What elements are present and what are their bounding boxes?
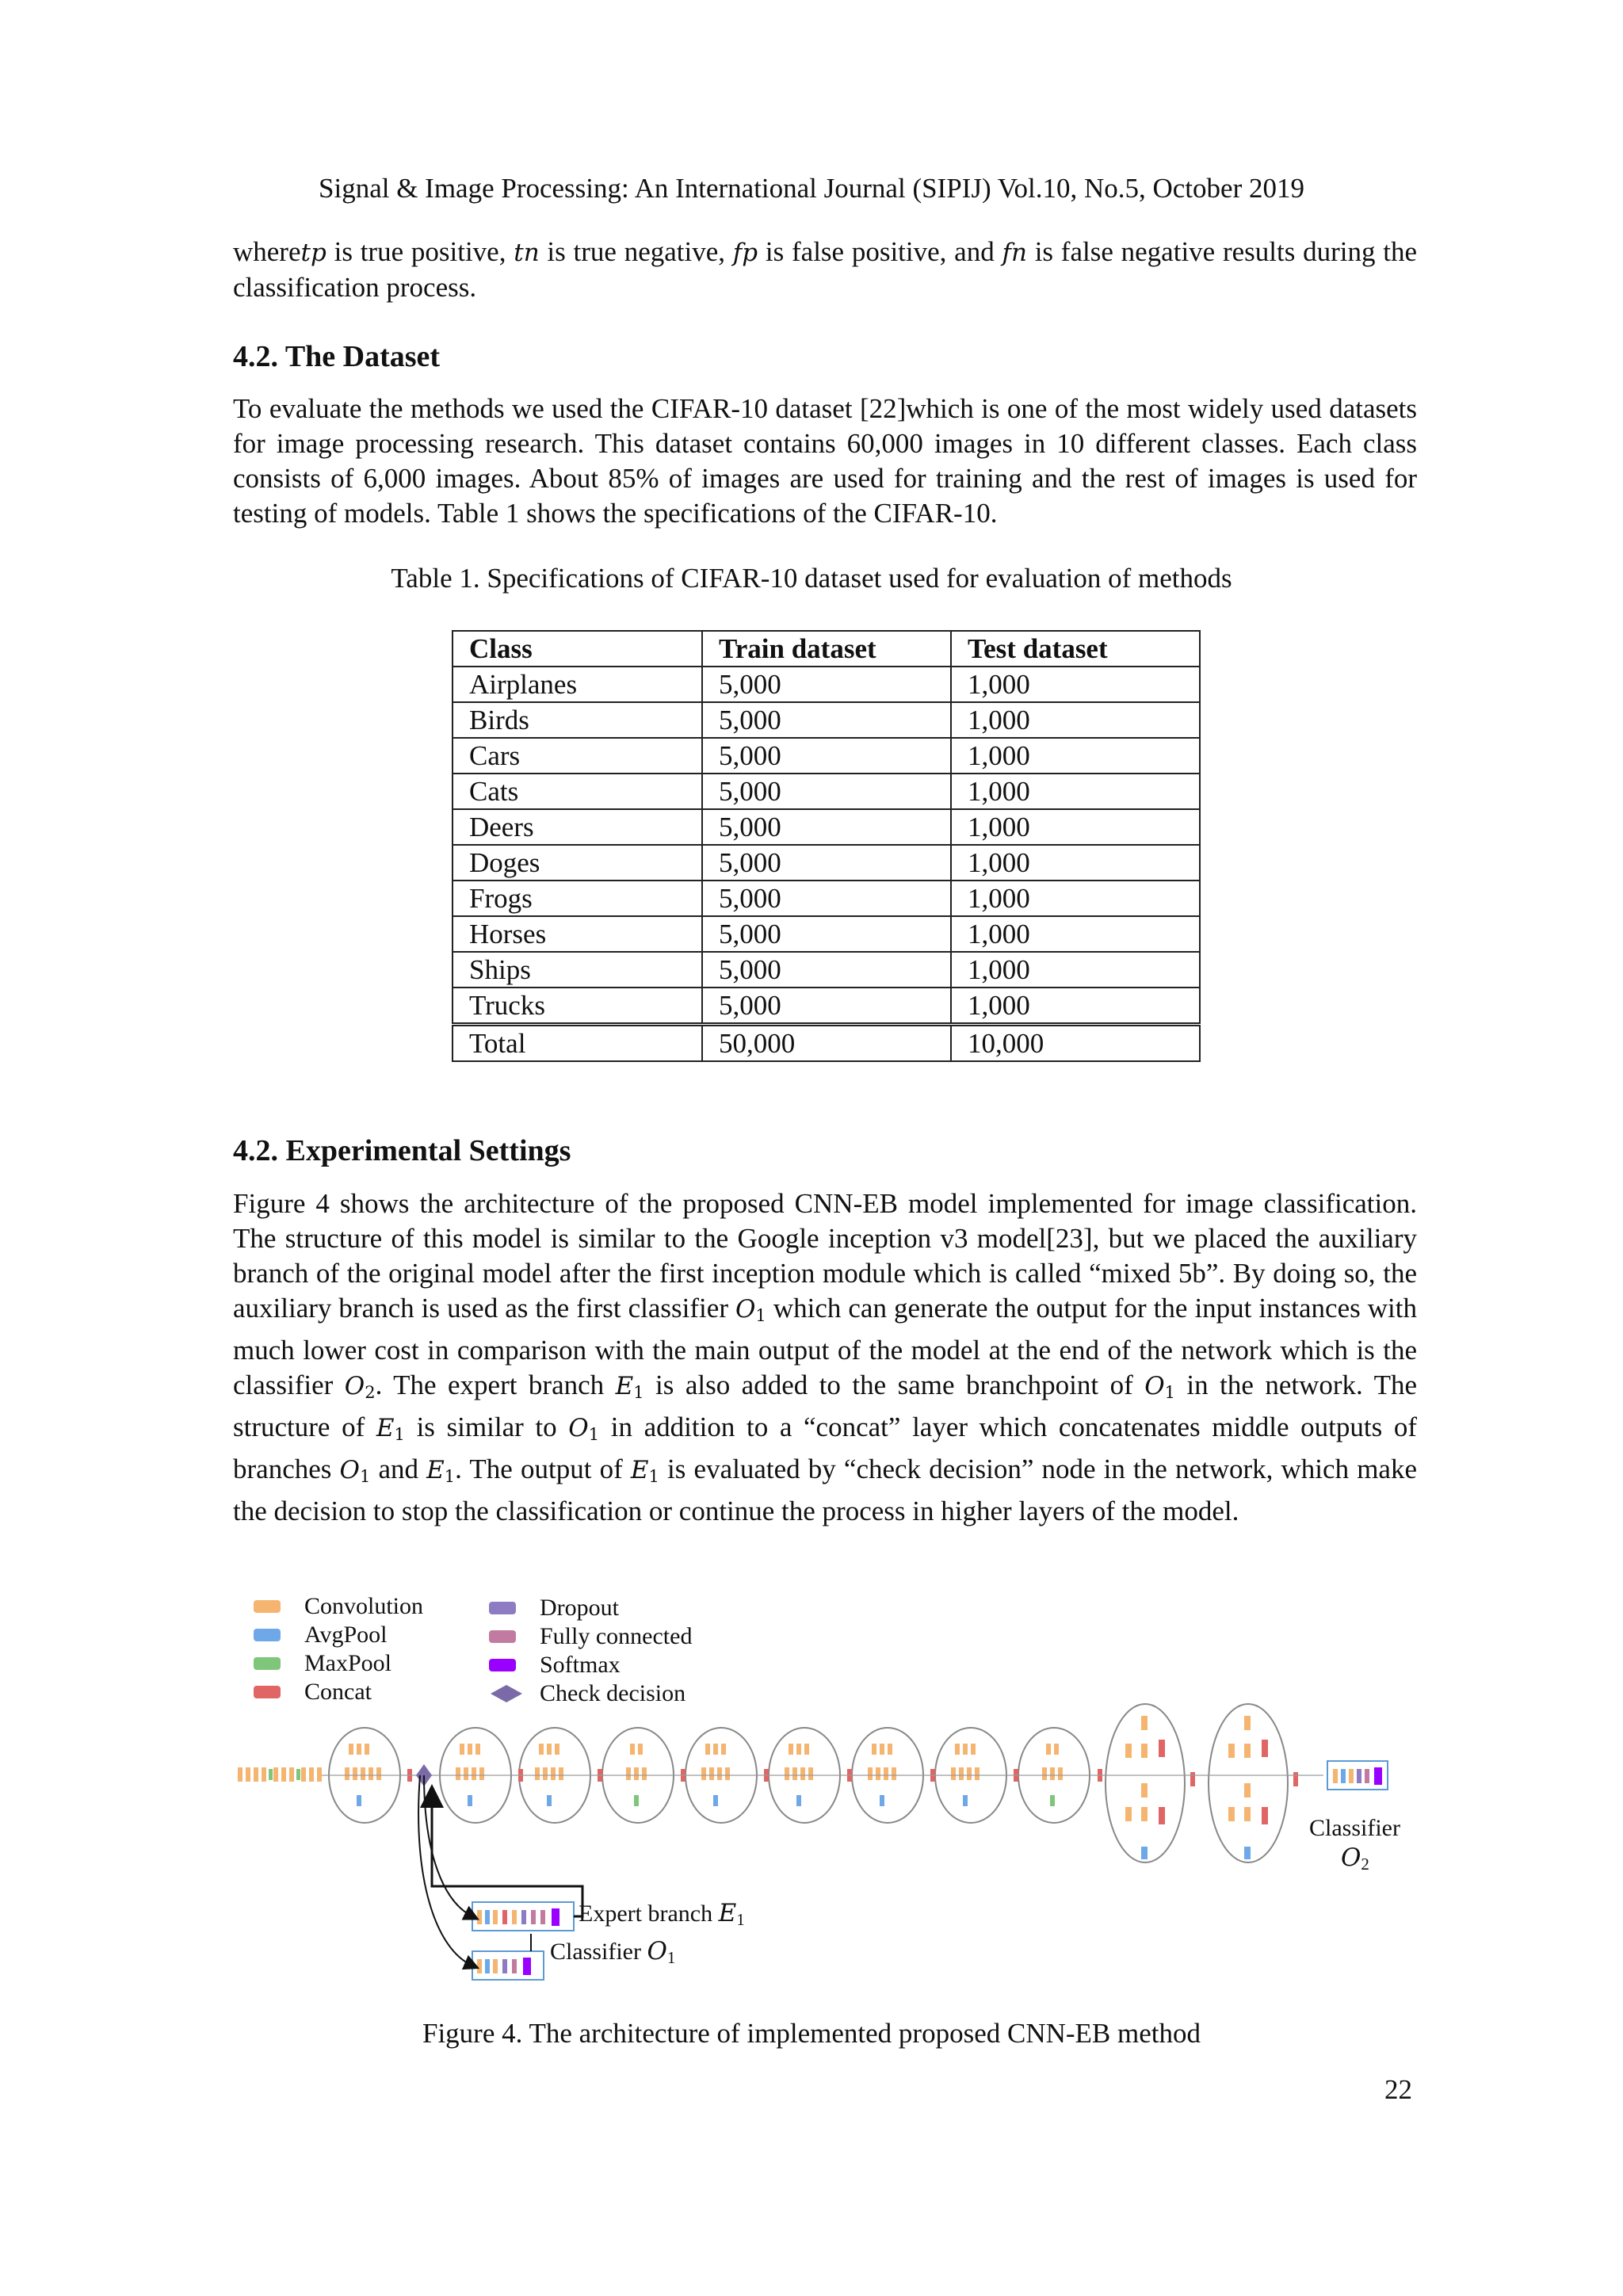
legend-avgpool: AvgPool: [254, 1622, 387, 1648]
math-O1: $O_1$: [1144, 1372, 1175, 1402]
table-row: [453, 667, 1200, 702]
math-O1: $O_1$: [339, 1456, 371, 1486]
cell: 1,000: [951, 881, 1200, 916]
section-heading-dataset: 4.2. The Dataset: [233, 340, 441, 373]
cell: 1,000: [951, 988, 1200, 1025]
fully-connected-swatch-icon: [489, 1630, 516, 1643]
cell: 5,000: [702, 702, 951, 738]
cell: Trucks: [453, 988, 702, 1025]
math-E1: $E_1$: [630, 1456, 659, 1486]
exp-text-1: Figure 4 shows the architecture of the proposed CNN-EB model implemented for image classification. The structure of this model is similar to the Google inception v3 model[23], but we placed the auxiliary branch of the original model after the first inception module which is called “mixed 5b”. By doing so, the auxiliary branch is used as the first classifier: [233, 1188, 1417, 1324]
math-O2: $O_2$: [344, 1372, 376, 1402]
math-E1: $E_1$: [426, 1456, 456, 1486]
math-O1: $O_1$: [735, 1295, 766, 1325]
exp-text-9: . The output of: [455, 1454, 631, 1484]
intro-text-2: is true negative,: [539, 236, 733, 267]
table-row: [453, 809, 1200, 845]
math-tn: tn: [514, 239, 540, 267]
table-row: [453, 774, 1200, 809]
avgpool-swatch-icon: [254, 1629, 281, 1641]
cell: 5,000: [702, 881, 951, 916]
math-fp: fp: [732, 239, 758, 267]
cell: 5,000: [702, 845, 951, 881]
table-row: [453, 881, 1200, 916]
math-E1: $E_1$: [615, 1372, 644, 1402]
cell: Cars: [453, 738, 702, 774]
cell: 1,000: [951, 738, 1200, 774]
cell: 50,000: [702, 1025, 951, 1062]
table-row: [453, 738, 1200, 774]
figure-4: [230, 1585, 1419, 1981]
table-row: [453, 988, 1200, 1025]
table-row: [453, 952, 1200, 988]
cell: 5,000: [702, 667, 951, 702]
label-o2: $O_2$: [1341, 1843, 1369, 1874]
cell: 10,000: [951, 1025, 1200, 1062]
cell: 1,000: [951, 774, 1200, 809]
table-row: [453, 702, 1200, 738]
dataset-text: To evaluate the methods we used the CIFAR-10 dataset [22]which is one of the most widely used datasets for image processing research. This dataset contains 60,000 images in 10 different classes. Each class consists of 6,000 images. About 85% of images are used for training and the rest of images is used for testing of models. Table 1 shows the specifications of the CIFAR-10.: [233, 393, 1417, 529]
legend-softmax: Softmax: [489, 1652, 621, 1679]
cell: Doges: [453, 845, 702, 881]
header-class: Class: [453, 631, 702, 667]
math-E1: $E_1$: [376, 1414, 405, 1444]
stem-convolutions: [238, 1767, 322, 1782]
legend-convolution: Convolution: [254, 1593, 423, 1620]
exp-text-10: is evaluated by “check decision” node in the network, which make the decision to stop the classification or continue the process in higher layers of the model.: [233, 1454, 1418, 1526]
running-header: Signal & Image Processing: An International Journal (SIPIJ) Vol.10, No.5, October 2019: [319, 173, 1304, 204]
table-caption: Table 1. Specifications of CIFAR-10 dataset used for evaluation of methods: [391, 563, 1232, 594]
legend-maxpool: MaxPool: [254, 1650, 391, 1677]
header-train: Train dataset: [702, 631, 951, 667]
table-total-row: [453, 1025, 1200, 1062]
experimental-paragraph: [233, 1186, 1417, 1529]
legend-dropout: Dropout: [489, 1595, 619, 1622]
legend-fully-connected: Fully connected: [489, 1623, 692, 1650]
header-test: Test dataset: [951, 631, 1200, 667]
legend-concat: Concat: [254, 1679, 372, 1706]
cell: 5,000: [702, 738, 951, 774]
exp-text-8: and: [370, 1454, 427, 1484]
convolution-swatch-icon: [254, 1600, 281, 1613]
cell: 5,000: [702, 774, 951, 809]
cell: 5,000: [702, 988, 951, 1025]
legend-check-decision: Check decision: [489, 1680, 685, 1707]
cell: 1,000: [951, 702, 1200, 738]
intro-paragraph: [233, 235, 1417, 305]
section-heading-experimental: 4.2. Experimental Settings: [233, 1134, 571, 1167]
cell: Airplanes: [453, 667, 702, 702]
intro-text-4: is false negative results during the classification process.: [233, 236, 1418, 303]
cell: 1,000: [951, 845, 1200, 881]
intro-text-1: is true positive,: [326, 236, 514, 267]
cell: Total: [453, 1025, 702, 1062]
math-tp: tp: [300, 239, 327, 267]
math-fn: fn: [1002, 239, 1027, 267]
cell: Horses: [453, 916, 702, 952]
page-number: 22: [1384, 2074, 1412, 2105]
cell: 5,000: [702, 916, 951, 952]
exp-text-2: which can generate the output for the input instances with much lower cost in comparison with the main output of the model at the end of the network which is the classifier: [233, 1293, 1417, 1400]
exp-text-3: . The expert branch: [375, 1370, 616, 1400]
intro-text-3: is false positive, and: [758, 236, 1002, 267]
label-classifier-o2: Classifier: [1309, 1815, 1400, 1841]
figure-caption: Figure 4. The architecture of implemented proposed CNN-EB method: [422, 2018, 1201, 2049]
cell: Ships: [453, 952, 702, 988]
exp-text-5: in the network. The structure of: [233, 1370, 1417, 1442]
cell: Birds: [453, 702, 702, 738]
label-expert-branch: Expert branch $E_1$: [579, 1899, 745, 1929]
cell: Cats: [453, 774, 702, 809]
cifar-spec-table: [452, 630, 1201, 1062]
maxpool-swatch-icon: [254, 1657, 281, 1670]
cell: 5,000: [702, 809, 951, 845]
exp-text-6: is similar to: [404, 1412, 569, 1442]
dataset-paragraph: [233, 392, 1417, 531]
dropout-swatch-icon: [489, 1602, 516, 1614]
math-O1: $O_1$: [568, 1414, 600, 1444]
table-header-row: [453, 631, 1200, 667]
cell: 1,000: [951, 809, 1200, 845]
cell: 5,000: [702, 952, 951, 988]
network-diagram: [230, 1696, 1419, 1981]
cell: 1,000: [951, 916, 1200, 952]
intro-where: where: [233, 236, 301, 267]
cell: Frogs: [453, 881, 702, 916]
exp-text-4: is also added to the same branchpoint of: [643, 1370, 1145, 1400]
cell: Deers: [453, 809, 702, 845]
cell: 1,000: [951, 667, 1200, 702]
softmax-swatch-icon: [489, 1659, 516, 1671]
cell: 1,000: [951, 952, 1200, 988]
exp-text-7: in addition to a “concat” layer which concatenates middle outputs of branches: [233, 1412, 1418, 1484]
table-row: [453, 845, 1200, 881]
table-row: [453, 916, 1200, 952]
label-classifier-o1: Classifier $O_1$: [550, 1937, 676, 1967]
